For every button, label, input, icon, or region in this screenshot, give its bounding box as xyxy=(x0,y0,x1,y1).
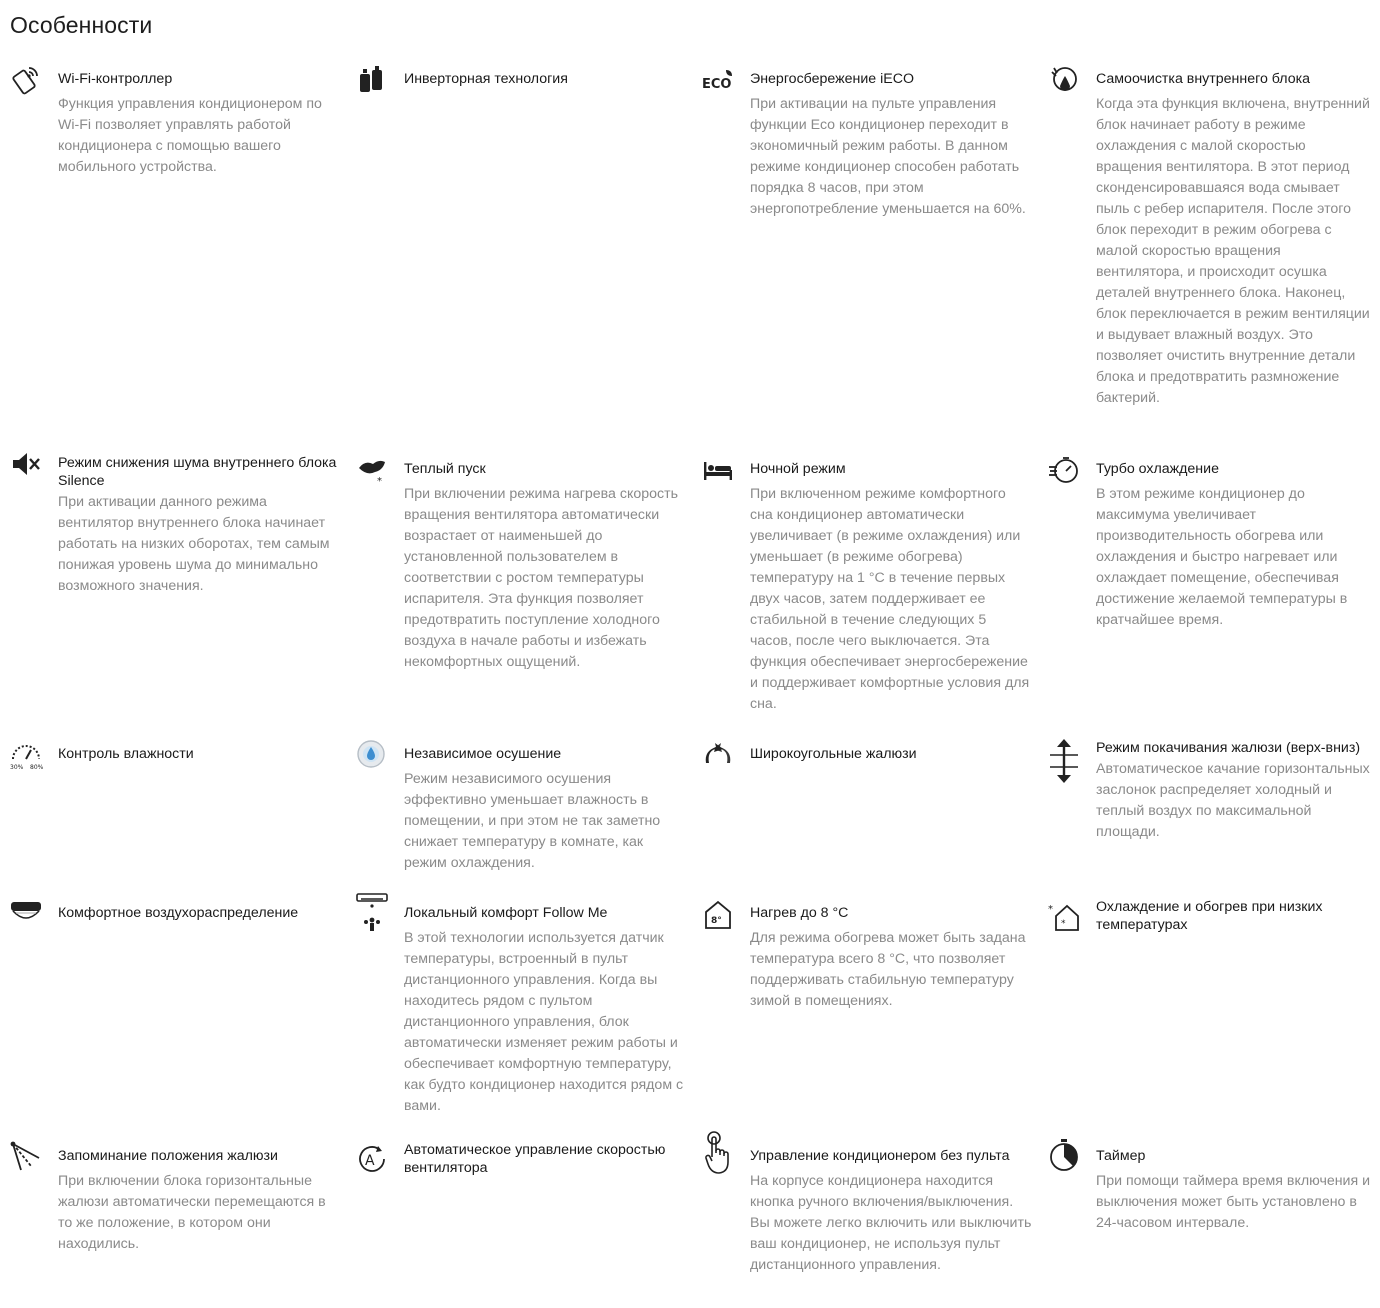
feature-description: При активации на пульте управления функции Eco кондиционер переходит в экономичный режим работы. В данном режиме кондиционер способен работать порядка 8 часов, при этом энергопотребление уменьшается на 60%. xyxy=(750,96,1026,217)
feature-title: Управление кондиционером без пульта xyxy=(750,1148,1010,1164)
humidity-gauge-icon xyxy=(10,739,42,771)
feature-title: Автоматическое управление скоростью вентилятора xyxy=(404,1142,666,1176)
feature-title: Таймер xyxy=(1096,1148,1146,1164)
svg-text:*: * xyxy=(1048,904,1053,915)
low-temp-house-icon xyxy=(1048,900,1080,932)
feature-description: На корпусе кондиционера находится кнопка ручного включения/выключения. Вы можете легко включить или выключить ваш кондиционер, не используя пульт дистанционного управления. xyxy=(750,1173,1032,1273)
feature-description: Когда эта функция включена, внутренний блок начинает работу в режиме охлаждения с малой скоростью вращения вентилятора. В этот период сконденсировавшаяся вода смывает пыль с ребер испарителя. После этого блок переходит в режим обогрева с малой скоростью вращения вентилятора, и происходит осушка деталей внутреннего блока. Наконец, блок переключается в режим вентиляции и выдувает влажный воздух. Это позволяет очистить внутренние детали блока и предотвратить размножение бактерий. xyxy=(1096,96,1370,406)
feature-title: Самоочистка внутреннего блока xyxy=(1096,71,1311,87)
feature-description: При включении блока горизонтальные жалюзи автоматически перемещаются в то же положение, в котором они находились. xyxy=(58,1173,326,1252)
feature-description: Режим независимого осушения эффективно уменьшает влажность в помещении, и при этом не так заметно снижает температуру в комнате, как режим охлаждения. xyxy=(404,771,661,871)
turbo-icon xyxy=(1048,454,1080,486)
feature-description: Функция управления кондиционером по Wi-Fi позволяет управлять работой кондиционера с помощью вашего мобильного устройства. xyxy=(58,96,322,175)
svg-text:8°: 8° xyxy=(711,916,722,926)
feature-title: Независимое осушение xyxy=(404,746,562,762)
feature-title: Комфортное воздухораспределение xyxy=(58,905,299,921)
auto-fan-icon xyxy=(356,1143,388,1175)
feature-description: В этой технологии используется датчик температуры, встроенный в пульт дистанционного управления. Когда вы находитесь рядом с пультом дистанционного управления, блок автоматически изменяет режим работы и обеспечивает комфортную температуру, как будто кондиционер находится рядом с вами. xyxy=(404,930,684,1114)
feature-title: Широкоугольные жалюзи xyxy=(750,746,917,762)
page-title: Особенности xyxy=(10,12,153,38)
louver-memory-icon xyxy=(10,1141,42,1173)
feature-title: Режим снижения шума внутреннего блока Silence xyxy=(58,455,337,489)
warm-start-icon xyxy=(356,454,388,486)
heat-8c-icon xyxy=(702,898,734,930)
dry-mode-icon xyxy=(356,739,388,771)
airflow-icon xyxy=(10,898,42,930)
timer-icon xyxy=(1048,1137,1080,1173)
svg-text:ECO: ECO xyxy=(702,77,732,92)
feature-title: Энергосбережение iECO xyxy=(750,71,915,87)
feature-title: Турбо охлаждение xyxy=(1096,461,1219,477)
eco-icon xyxy=(702,64,734,96)
wide-angle-louver-icon xyxy=(702,739,734,771)
feature-description: При включенном режиме комфортного сна кондиционер автоматически увеличивает (в режиме охлаждения) или уменьшает (в режиме обогрева) температуру на 1 °С в течение первых двух часов, затем поддерживает ее стабильной в течение следующих 5 часов, после чего выключается. Эта функция обеспечивает энергосбережение и поддерживает комфортные условия для сна. xyxy=(750,486,1030,712)
svg-text:*: * xyxy=(1061,919,1066,929)
feature-title: Ночной режим xyxy=(750,461,846,477)
feature-title: Охлаждение и обогрев при низких температурах xyxy=(1096,899,1323,933)
feature-title: Запоминание положения жалюзи xyxy=(58,1148,278,1164)
feature-description: При включении режима нагрева скорость вращения вентилятора автоматически возрастает от наименьшей до установленной пользователем в соответствии с ростом температуры испарителя. Эта функция позволяет предотвратить поступление холодного воздуха в начале работы и избежать некомфортных ощущений. xyxy=(404,486,679,670)
feature-description: Для режима обогрева может быть задана температура всего 8 °С, что позволяет поддерживать стабильную температуру зимой в помещениях. xyxy=(750,930,1026,1009)
feature-description: При помощи таймера время включения и выключения может быть установлено в 24-часовом интервале. xyxy=(1096,1173,1371,1231)
svg-text:80%: 80% xyxy=(30,764,44,771)
svg-text:*: * xyxy=(377,476,382,487)
feature-description: При активации данного режима вентилятор внутреннего блока начинает работать на низких оборотах, тем самым понижая уровень шума до минимально возможного значения. xyxy=(58,494,330,594)
feature-title: Wi-Fi-контроллер xyxy=(58,71,173,87)
feature-description: В этом режиме кондиционер до максимума увеличивает производительность обогрева или охлаждения и быстро нагревает или охлаждает помещение, обеспечивая достижение желаемой температуры в кратчайшее время. xyxy=(1096,486,1348,628)
feature-title: Контроль влажности xyxy=(58,746,194,762)
swing-updown-icon xyxy=(1048,739,1080,783)
feature-description: Автоматическое качание горизонтальных заслонок распределяет холодный и теплый воздух по максимальной площади. xyxy=(1096,761,1370,840)
hand-touch-icon xyxy=(702,1131,734,1175)
bed-icon xyxy=(702,454,734,486)
mute-icon xyxy=(10,448,42,480)
self-clean-icon xyxy=(1048,64,1080,96)
follow-me-icon xyxy=(356,892,388,932)
svg-text:A: A xyxy=(365,1153,375,1169)
feature-title: Режим покачивания жалюзи (верх-вниз) xyxy=(1096,740,1361,756)
feature-title: Локальный комфорт Follow Me xyxy=(404,905,608,921)
inverter-icon xyxy=(356,64,388,96)
wifi-controller-icon xyxy=(10,64,42,96)
svg-text:30%: 30% xyxy=(10,764,24,771)
feature-title: Инверторная технология xyxy=(404,71,568,87)
feature-title: Нагрев до 8 °С xyxy=(750,905,849,921)
feature-title: Теплый пуск xyxy=(404,461,486,477)
